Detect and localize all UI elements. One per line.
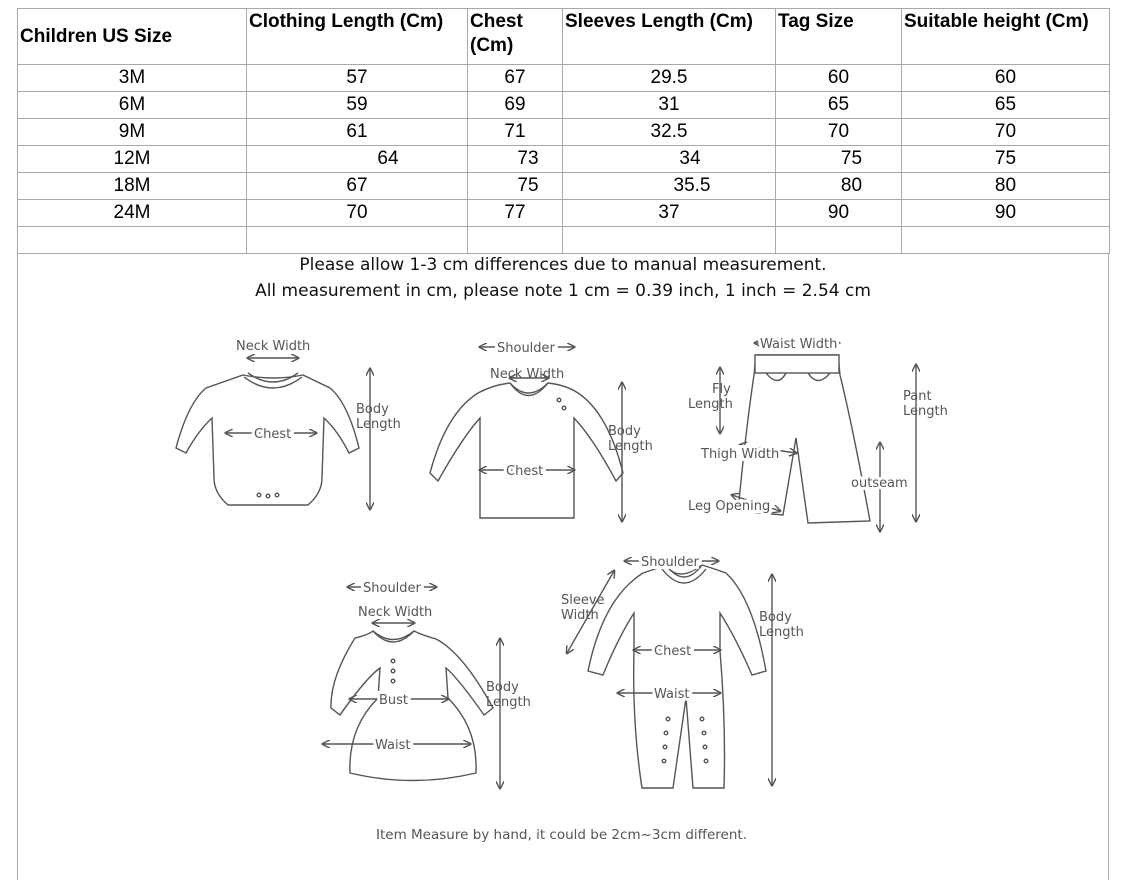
table-cell: 9M <box>18 119 247 146</box>
label-body-4: Body <box>759 610 792 625</box>
label-neck-width-1: Neck Width <box>236 339 311 354</box>
footer-note: Item Measure by hand, it could be 2cm~3cm different. <box>376 827 747 843</box>
label-shoulder-1: Shoulder <box>497 341 555 356</box>
label-chest-3: Chest <box>654 644 692 659</box>
header-chest: Chest (Cm) <box>468 9 563 65</box>
table-cell: 77 <box>468 200 563 227</box>
table-cell-empty <box>563 227 776 254</box>
table-cell: 12M <box>18 146 247 173</box>
table-cell: 70 <box>902 119 1110 146</box>
table-cell: 60 <box>776 65 902 92</box>
label-fly-length: Length <box>688 397 733 412</box>
bodysuit-diagram <box>176 339 401 509</box>
table-cell: 57 <box>247 65 468 92</box>
label-waist-width: Waist Width <box>760 337 838 352</box>
table-cell: 64 <box>247 146 468 173</box>
header-sleeves-length: Sleeves Length (Cm) <box>563 9 776 65</box>
label-pant-length: Length <box>903 404 948 419</box>
label-thigh-width: Thigh Width <box>701 447 780 462</box>
table-cell: 73 <box>468 146 563 173</box>
label-chest-1: Chest <box>254 427 292 442</box>
label-body-2: Body <box>608 424 641 439</box>
header-size: Children US Size <box>18 9 247 65</box>
table-cell: 65 <box>902 92 1110 119</box>
label-sleeve: Sleeve <box>561 593 605 608</box>
table-row <box>18 65 1110 92</box>
table-cell: 61 <box>247 119 468 146</box>
label-bust: Bust <box>379 693 409 708</box>
table-cell: 31 <box>563 92 776 119</box>
measurement-section <box>17 253 1109 880</box>
table-row <box>18 92 1110 119</box>
size-table <box>17 8 1110 254</box>
note-manual-measurement: Please allow 1-3 cm differences due to manual measurement. <box>299 255 827 275</box>
table-cell: 80 <box>776 173 902 200</box>
label-waist-1: Waist <box>375 738 411 753</box>
top-diagram <box>430 341 653 521</box>
table-cell: 75 <box>776 146 902 173</box>
label-pant: Pant <box>903 389 932 404</box>
table-cell: 29.5 <box>563 65 776 92</box>
label-shoulder-2: Shoulder <box>363 581 421 596</box>
table-cell: 37 <box>563 200 776 227</box>
table-cell: 6M <box>18 92 247 119</box>
header-tag-size: Tag Size <box>776 9 902 65</box>
table-cell-empty <box>247 227 468 254</box>
table-cell: 24M <box>18 200 247 227</box>
table-cell: 32.5 <box>563 119 776 146</box>
label-neck-width-2: Neck Width <box>490 367 565 382</box>
table-cell: 80 <box>902 173 1110 200</box>
table-row <box>18 119 1110 146</box>
table-cell: 35.5 <box>563 173 776 200</box>
table-cell: 18M <box>18 173 247 200</box>
table-cell: 65 <box>776 92 902 119</box>
header-clothing-length: Clothing Length (Cm) <box>247 9 468 65</box>
label-length-3: Length <box>486 695 531 710</box>
label-leg-opening: Leg Opening <box>688 499 771 514</box>
dress-diagram <box>323 581 531 788</box>
table-cell: 75 <box>468 173 563 200</box>
pants-diagram <box>688 337 948 531</box>
table-row-empty <box>18 227 1110 254</box>
table-cell: 59 <box>247 92 468 119</box>
label-sleeve-width: Width <box>561 608 599 623</box>
label-length-4: Length <box>759 625 804 640</box>
table-cell: 67 <box>468 65 563 92</box>
header-suitable-height: Suitable height (Cm) <box>902 9 1110 65</box>
label-fly: Fly <box>712 382 731 397</box>
label-neck-width-3: Neck Width <box>358 605 433 620</box>
table-cell: 70 <box>776 119 902 146</box>
table-cell-empty <box>468 227 563 254</box>
label-outseam: outseam <box>851 476 908 491</box>
label-chest-2: Chest <box>506 464 544 479</box>
table-cell: 60 <box>902 65 1110 92</box>
romper-diagram <box>561 555 804 788</box>
label-length-1: Length <box>356 417 401 432</box>
table-cell-empty <box>776 227 902 254</box>
table-cell: 3M <box>18 65 247 92</box>
table-row <box>18 200 1110 227</box>
label-length-2: Length <box>608 439 653 454</box>
size-chart <box>17 8 1109 880</box>
table-cell: 90 <box>776 200 902 227</box>
table-cell: 70 <box>247 200 468 227</box>
table-row <box>18 173 1110 200</box>
table-row <box>18 146 1110 173</box>
table-header-row <box>18 9 1110 65</box>
table-cell: 75 <box>902 146 1110 173</box>
table-cell: 34 <box>563 146 776 173</box>
label-waist-2: Waist <box>654 687 690 702</box>
garment-measurement-diagrams <box>18 253 1108 880</box>
label-body-1: Body <box>356 402 389 417</box>
table-cell: 69 <box>468 92 563 119</box>
table-cell: 90 <box>902 200 1110 227</box>
label-body-3: Body <box>486 680 519 695</box>
table-cell: 67 <box>247 173 468 200</box>
table-cell-empty <box>18 227 247 254</box>
table-cell-empty <box>902 227 1110 254</box>
label-shoulder-3: Shoulder <box>641 555 699 570</box>
note-unit-conversion: All measurement in cm, please note 1 cm = 0.39 inch, 1 inch = 2.54 cm <box>255 281 871 301</box>
table-cell: 71 <box>468 119 563 146</box>
